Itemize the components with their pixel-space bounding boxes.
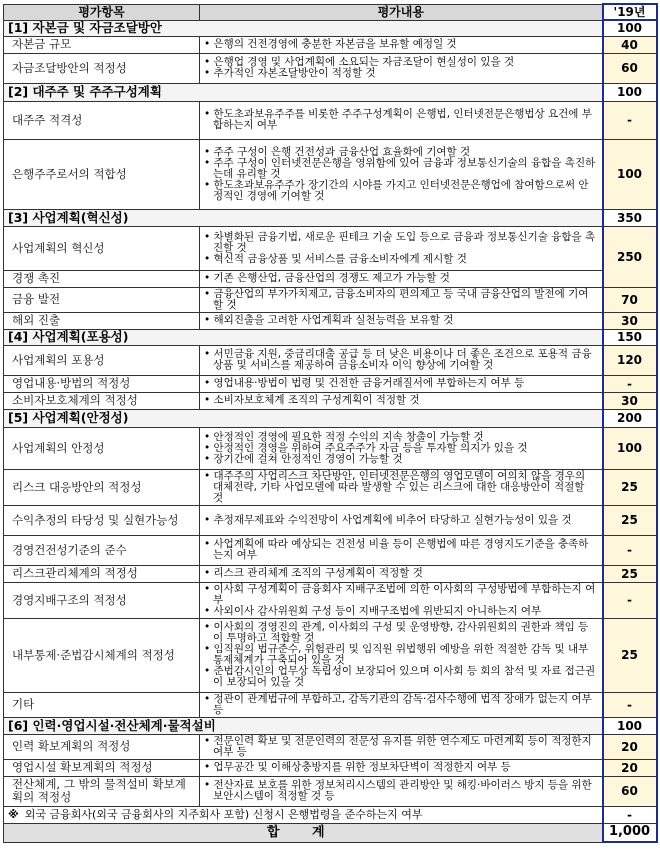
criterion-bullet: • 사업계획에 따라 예상되는 건전성 비율 등이 은행법에 따른 경영지도기준을 충족하는지 여부 — [204, 539, 598, 561]
criterion-bullet: • 해외진출을 고려한 사업계획과 실천능력을 보유할 것 — [204, 315, 598, 326]
item-score: - — [603, 582, 657, 618]
criterion-bullet: • 안정적인 경영을 위하여 주요주주가 자금 등을 투자할 의지가 있을 것 — [204, 443, 598, 454]
section-row — [4, 209, 657, 226]
criterion-bullet: • 업무공간 및 이해상충방지를 위한 정보차단벽이 적정한지 여부 등 — [204, 762, 598, 773]
item-score: 25 — [603, 618, 657, 692]
section-score: 100 — [603, 20, 657, 36]
item-content — [200, 101, 603, 139]
item-content — [200, 505, 603, 535]
criterion-bullet: • 이사회의 경영진의 관계, 이사회의 구성 및 운영방향, 감사위원회의 권한과 책임 등이 투명하고 적합할 것 — [204, 622, 598, 644]
section-row — [4, 20, 657, 36]
item-label: 자본금 규모 — [4, 36, 200, 53]
total-row — [4, 823, 657, 842]
item-content — [200, 427, 603, 469]
criterion-bullet: • 장기간에 걸쳐 안정적인 경영이 가능할 것 — [204, 454, 598, 465]
criterion-bullet: • 임직원의 법규준수, 위험관리 및 임직원 위법행위 예방을 위한 적절한 감독 및 내부통제체계가 구축되어 있을 것 — [204, 644, 598, 666]
header-evaluation-item: 평가항목 — [4, 4, 200, 20]
item-score: 70 — [603, 287, 657, 312]
section-title: [4] 사업계획(포용성) — [4, 329, 603, 345]
section-score: 350 — [603, 209, 657, 226]
item-row — [4, 53, 657, 83]
section-row — [4, 717, 657, 734]
evaluation-table — [3, 3, 658, 843]
criterion-bullet: • 영업내용·방법이 법령 및 건전한 금융거래질서에 부합하는지 여부 등 — [204, 378, 598, 389]
item-score: 250 — [603, 226, 657, 287]
item-label: 영업내용·방법의 적정성 — [4, 375, 200, 392]
note-score: - — [603, 806, 657, 823]
item-row — [4, 226, 657, 270]
item-label: 인력 확보계획의 적정성 — [4, 734, 200, 759]
item-label: 은행주주로서의 적합성 — [4, 139, 200, 209]
item-label: 전산체계, 그 밖의 물적설비 확보계획의 적정성 — [4, 776, 200, 806]
item-label: 경영건전성기준의 준수 — [4, 535, 200, 565]
item-content — [200, 345, 603, 375]
section-row — [4, 83, 657, 101]
criterion-bullet: • 주주 구성이 인터넷전문은행을 영위함에 있어 금융과 정보통신기술의 융합을 촉진하는데 유리할 것 — [204, 158, 598, 180]
note-description: 외국 금융회사(외국 금융회사의 지주회사 포함) 신청시 은행법령을 준수하는지 여부 — [24, 807, 423, 821]
criterion-bullet: • 정관이 관계법규에 부합하고, 감독기관의 감독·검사수행에 법적 장애가 없는지 여부 등 — [204, 694, 598, 716]
section-title: [6] 인력·영업시설·전산체계·물적설비 — [4, 717, 603, 734]
item-row — [4, 692, 657, 717]
item-content — [200, 469, 603, 505]
item-content — [200, 226, 603, 270]
header-row — [4, 4, 657, 20]
item-label: 소비자보호체계의 적정성 — [4, 392, 200, 409]
item-score: - — [603, 101, 657, 139]
item-content — [200, 392, 603, 409]
header-evaluation-content: 평가내용 — [200, 4, 603, 20]
item-label: 사업계획의 포용성 — [4, 345, 200, 375]
item-score: 20 — [603, 759, 657, 776]
criterion-bullet: • 은행업 경영 및 사업계획에 소요되는 자금조달이 현실성이 있을 것 — [204, 57, 598, 68]
section-score: 200 — [603, 409, 657, 427]
item-label: 기타 — [4, 692, 200, 717]
item-label: 영업시설 확보계획의 적정성 — [4, 759, 200, 776]
item-score: 100 — [603, 139, 657, 209]
note-text — [4, 806, 603, 823]
item-row — [4, 776, 657, 806]
item-score: 25 — [603, 505, 657, 535]
item-row — [4, 469, 657, 505]
item-content — [200, 36, 603, 53]
section-row — [4, 409, 657, 427]
section-row — [4, 329, 657, 345]
item-row — [4, 759, 657, 776]
item-score: 120 — [603, 345, 657, 375]
criterion-bullet: • 기존 은행산업, 금융산업의 경쟁도 제고가 가능할 것 — [204, 273, 598, 284]
item-content — [200, 776, 603, 806]
item-score: 60 — [603, 776, 657, 806]
item-row — [4, 101, 657, 139]
item-label: 경영지배구조의 적정성 — [4, 582, 200, 618]
criterion-bullet: • 리스크 관리체계 조직의 구성계획이 적정할 것 — [204, 568, 598, 579]
item-row — [4, 139, 657, 209]
item-row — [4, 618, 657, 692]
item-row — [4, 36, 657, 53]
item-content — [200, 53, 603, 83]
item-score: 25 — [603, 565, 657, 582]
item-label: 금융 발전 — [4, 287, 200, 312]
item-label: 수익추정의 타당성 및 실현가능성 — [4, 505, 200, 535]
item-row — [4, 505, 657, 535]
item-score: 25 — [603, 469, 657, 505]
item-content — [200, 270, 603, 287]
criterion-bullet: • 전문인력 확보 및 전문인력의 전문성 유지를 위한 연수제도 마련계획 등이 적정한지 여부 등 — [204, 736, 598, 758]
criterion-bullet: • 추정재무제표와 수익전망이 사업계획에 비추어 타당하고 실현가능성이 있을 것 — [204, 515, 598, 526]
item-content — [200, 312, 603, 329]
item-row — [4, 565, 657, 582]
item-label: 경쟁 촉진 — [4, 270, 200, 287]
section-title: [5] 사업계획(안정성) — [4, 409, 603, 427]
section-score: 150 — [603, 329, 657, 345]
item-row — [4, 734, 657, 759]
item-row — [4, 345, 657, 375]
criterion-bullet: • 차별화된 금융기법, 새로운 핀테크 기술 도입 등으로 금융과 정보통신기술 융합을 촉진할 것 — [204, 232, 598, 254]
item-row — [4, 427, 657, 469]
criterion-bullet: • 금융산업의 부가가치제고, 금융소비자의 편의제고 등 국내 금융산업의 발전에 기여할 것 — [204, 289, 598, 311]
item-content — [200, 139, 603, 209]
criterion-bullet: • 이사회 구성계획이 금융회사 지배구조법에 의한 이사회의 구성방법에 부합하는지 여부 — [204, 584, 598, 606]
criterion-bullet: • 혁신적 금융상품 및 서비스를 금융소비자에게 제시할 것 — [204, 254, 598, 265]
item-label: 사업계획의 혁신성 — [4, 226, 200, 270]
item-content — [200, 287, 603, 312]
criterion-bullet: • 한도초과보유주주를 비롯한 주주구성계획이 은행법, 인터넷전문은행법상 요건에 부합하는지 여부 — [204, 109, 598, 131]
item-score: - — [603, 692, 657, 717]
item-row — [4, 375, 657, 392]
criterion-bullet: • 추가적인 자본조달방안이 적정할 것 — [204, 68, 598, 79]
item-score: - — [603, 375, 657, 392]
criterion-bullet: • 사외이사 감사위원회 구성 등이 지배구조법에 위반되지 아니하는지 여부 — [204, 606, 598, 617]
section-title: [2] 대주주 및 주주구성계획 — [4, 83, 603, 101]
item-label: 내부통제·준법감시체계의 적정성 — [4, 618, 200, 692]
section-score: 100 — [603, 717, 657, 734]
criterion-bullet: • 서민금융 지원, 중금리대출 공급 등 더 낮은 비용이나 더 좋은 조건으로 포용적 금융상품 및 서비스를 제공하여 금융소비자 이익 향상에 기여할 것 — [204, 349, 598, 371]
item-score: 60 — [603, 53, 657, 83]
item-label: 리스크관리체계의 적정성 — [4, 565, 200, 582]
item-content — [200, 618, 603, 692]
item-row — [4, 582, 657, 618]
section-score: 100 — [603, 83, 657, 101]
item-row — [4, 392, 657, 409]
item-label: 해외 진출 — [4, 312, 200, 329]
item-label: 사업계획의 안정성 — [4, 427, 200, 469]
item-score: 40 — [603, 36, 657, 53]
item-row — [4, 535, 657, 565]
criterion-bullet: • 소비자보호체계 조직의 구성계획이 적정할 것 — [204, 395, 598, 406]
item-row — [4, 270, 657, 287]
item-content — [200, 535, 603, 565]
criterion-bullet: • 한도초과보유주주가 장기간의 시야를 가지고 인터넷전문은행업에 참여함으로써 안정적인 경영에 기여할 것 — [204, 180, 598, 202]
item-content — [200, 759, 603, 776]
criterion-bullet: • 대주주의 사업리스크 차단방안, 인터넷전문은행의 영업모델이 여의치 않을 경우의 대체전략, 기타 사업모델에 따라 발생할 수 있는 리스크에 대한 대응방안이 적절할 것 — [204, 471, 598, 504]
item-score: 30 — [603, 312, 657, 329]
item-row — [4, 287, 657, 312]
total-label: 합 계 — [4, 823, 603, 842]
item-score: 100 — [603, 427, 657, 469]
item-row — [4, 312, 657, 329]
item-content — [200, 582, 603, 618]
note-mark: ※ — [8, 807, 19, 821]
item-content — [200, 734, 603, 759]
criterion-bullet: • 은행의 건전경영에 충분한 자본금을 보유할 예정일 것 — [204, 39, 598, 50]
section-title: [3] 사업계획(혁신성) — [4, 209, 603, 226]
item-content — [200, 565, 603, 582]
criterion-bullet: • 전산자료 보호를 위한 정보처리시스템의 관리방안 및 해킹·바이러스 방지 등을 위한 보안시스템이 적정할 것 등 — [204, 780, 598, 802]
criterion-bullet: • 준법감시인의 업무상 독립성이 보장되어 있으며 이사회 등 회의 참석 및 자료 접근권이 보장되어 있을 것 — [204, 666, 598, 688]
item-label: 리스크 대응방안의 적정성 — [4, 469, 200, 505]
section-title: [1] 자본금 및 자금조달방안 — [4, 20, 603, 36]
note-row — [4, 806, 657, 823]
item-content — [200, 692, 603, 717]
total-score: 1,000 — [603, 823, 657, 842]
evaluation-table-body — [4, 4, 657, 842]
item-label: 자금조달방안의 적정성 — [4, 53, 200, 83]
item-content — [200, 375, 603, 392]
criterion-bullet: • 주주 구성이 은행 건전성과 금융산업 효율화에 기여할 것 — [204, 147, 598, 158]
header-year: '19년 — [603, 4, 657, 20]
item-score: 30 — [603, 392, 657, 409]
item-label: 대주주 적격성 — [4, 101, 200, 139]
item-score: - — [603, 535, 657, 565]
criterion-bullet: • 안정적인 경영에 필요한 적정 수익의 지속 창출이 가능할 것 — [204, 432, 598, 443]
item-score: 20 — [603, 734, 657, 759]
